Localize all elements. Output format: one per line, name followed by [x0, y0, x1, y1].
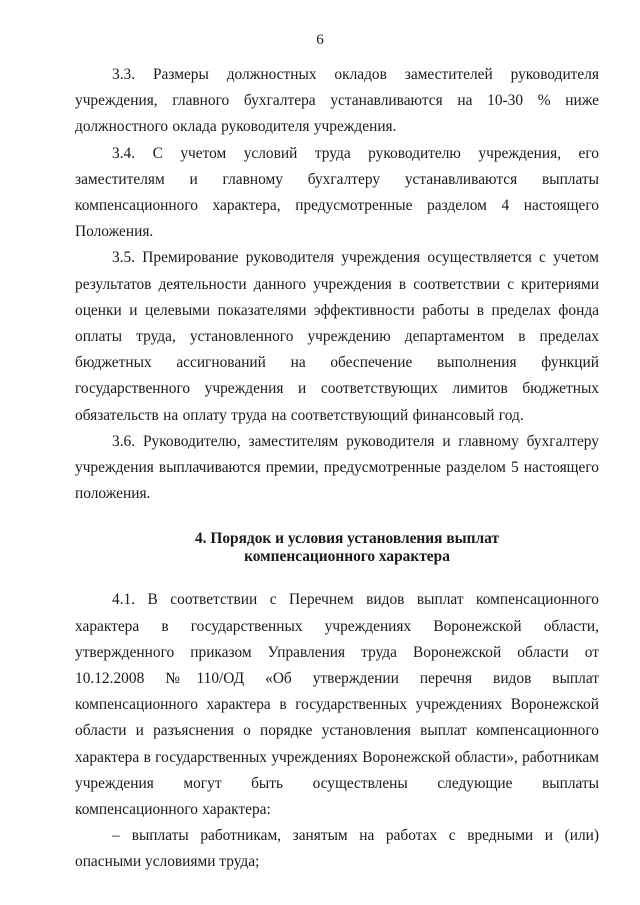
- dash-bullet: –: [112, 827, 120, 845]
- section-4-heading-line-2: компенсационного характера: [244, 548, 450, 566]
- list-item-text: выплаты работникам, занятым на работах с вредными и (или) опасными условиями труда;: [75, 827, 599, 871]
- document-body: [75, 62, 599, 876]
- paragraph-4-1: 4.1. В соответствии с Перечнем видов выплат компенсационного характера в государственных учреждениях Воронежской области, утвержденного приказом Управления труда Воронежской области от 10.12.2008 №110/ОД «Об утверждении перечня видов выплат компенсационного характера в государственных учреждениях Воронежской области и разъяснения о порядке установления выплат компенсационного характера в государственных учреждениях Воронежской области», работникам учреждения могут быть осуществлены следующие выплаты компенсационного характера:: [75, 591, 599, 819]
- paragraph-3-5: 3.5. Премирование руководителя учреждения осуществляется с учетом результатов деятельности данного учреждения в соответствии с критериями оценки и целевыми показателями эффективности работы в пределах фонда оплаты труда, установленного учреждению департаментом в пределах бюджетных ассигнований на обеспечение выполнения функций государственного учреждения и соответствующих лимитов бюджетных обязательств на оплату труда на соответствующий финансовый год.: [75, 249, 599, 424]
- paragraph-3-6: 3.6. Руководителю, заместителям руководителя и главному бухгалтеру учреждения выплачиваются премии, предусмотренные разделом 5 настоящего положения.: [75, 432, 599, 503]
- section-4-heading-line-1: 4. Порядок и условия установления выплат: [194, 530, 500, 548]
- paragraph-3-3: 3.3. Размеры должностных окладов заместителей руководителя учреждения, главного бухгалтера устанавливаются на 10-30 % ниже должностного оклада руководителя учреждения.: [75, 66, 599, 136]
- paragraph-3-4: 3.4. С учетом условий труда руководителю учреждения, его заместителям и главному бухгалтеру устанавливаются выплаты компенсационного характера, предусмотренные разделом 4 настоящего Положения.: [75, 144, 599, 241]
- page-number: 6: [316, 32, 324, 48]
- list-item: [75, 823, 599, 875]
